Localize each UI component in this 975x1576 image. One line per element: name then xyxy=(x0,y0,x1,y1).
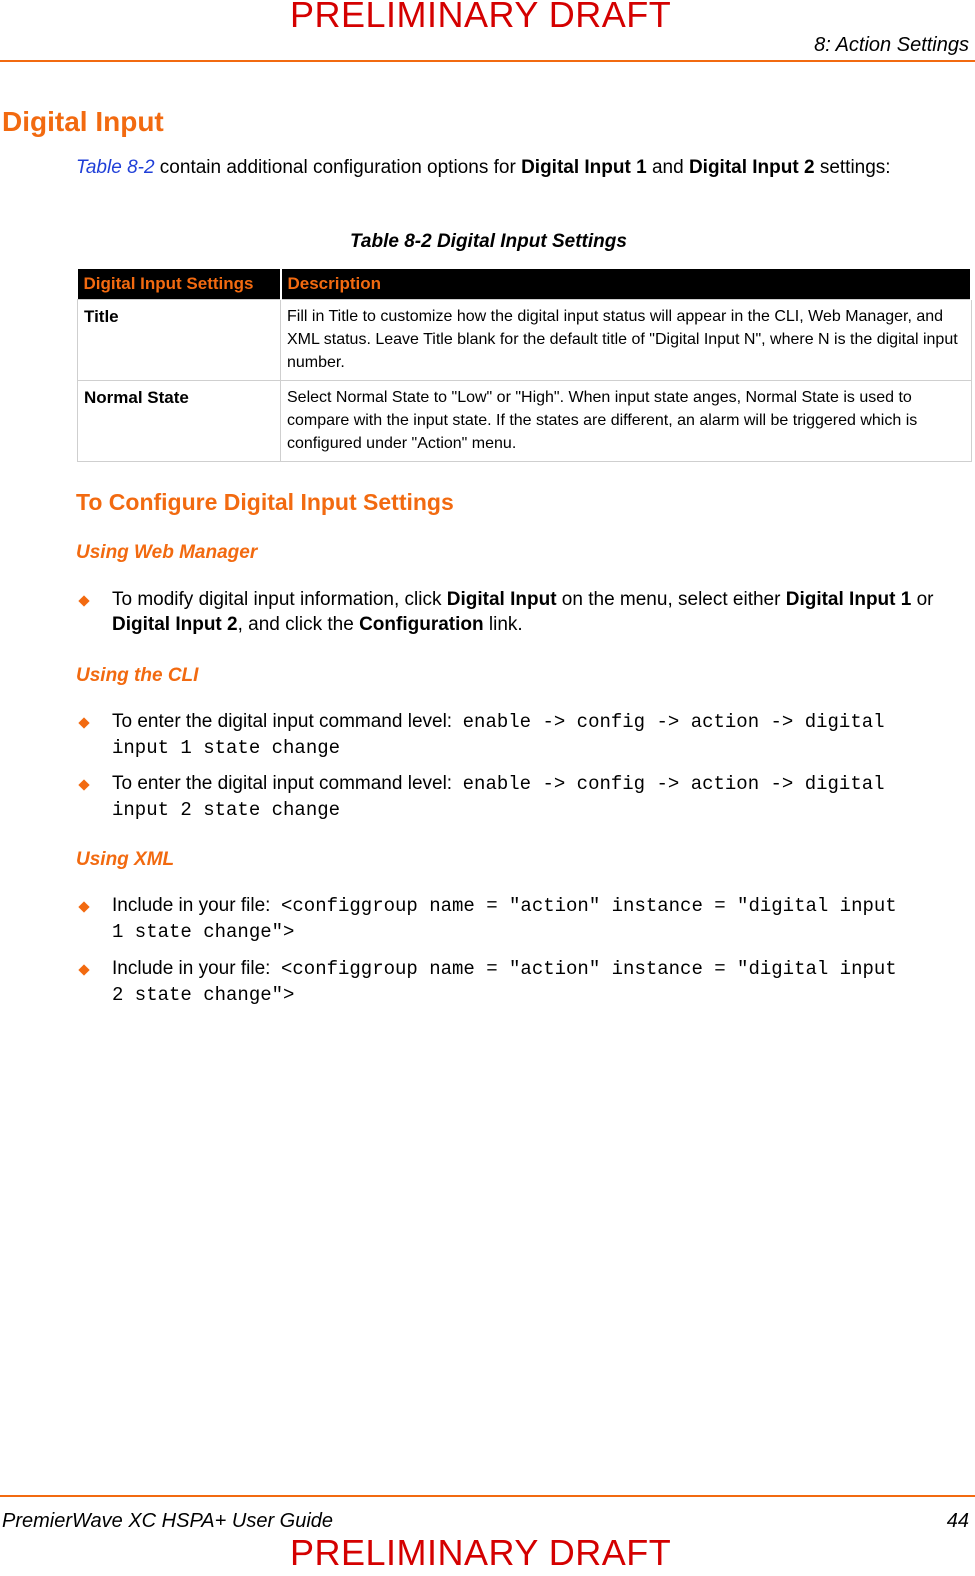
subsection-heading-cli: Using the CLI xyxy=(76,665,199,686)
page-title: Digital Input xyxy=(2,106,164,137)
setting-description: Select Normal State to "Low" or "High". When input state anges, Normal State is used to compare with the input state. If the states are different, an alarm will be triggered which is configured under "Action" menu. xyxy=(281,381,972,462)
column-header-setting: Digital Input Settings xyxy=(78,269,281,300)
bullet-icon xyxy=(78,901,89,912)
page-number: 44 xyxy=(946,1510,969,1532)
footer-rule xyxy=(0,1495,975,1497)
column-header-description: Description xyxy=(281,269,972,300)
bullet-icon xyxy=(78,964,89,975)
setting-name: Normal State xyxy=(78,381,281,462)
header-rule xyxy=(0,60,975,62)
bullet-icon xyxy=(78,779,89,790)
web-manager-instruction: To modify digital input information, click Digital Input on the menu, select either Digital Input 1 or Digital Input 2, and click the Configuration link. xyxy=(112,589,934,635)
table-row xyxy=(78,381,972,462)
bullet-icon xyxy=(78,595,89,606)
section-heading: To Configure Digital Input Settings xyxy=(76,489,454,515)
subsection-heading-web: Using Web Manager xyxy=(76,542,258,563)
xml-instruction-2: Include in your file: <configgroup name = "action" instance = "digital input 2 state change"> xyxy=(112,958,897,1006)
cli-instruction-1: To enter the digital input command level: enable -> config -> action -> digital input 1 state change xyxy=(112,711,885,759)
setting-description: Fill in Title to customize how the digital input status will appear in the CLI, Web Manager, and XML status. Leave Title blank for the default title of "Digital Input N", where N is the digital input number. xyxy=(281,300,972,381)
table-row xyxy=(78,300,972,381)
table-header-row xyxy=(78,269,972,300)
settings-table xyxy=(77,269,972,462)
table-link[interactable]: Table 8-2 xyxy=(76,157,155,178)
footer-guide-title: PremierWave XC HSPA+ User Guide xyxy=(2,1510,334,1532)
cli-instruction-2: To enter the digital input command level: enable -> config -> action -> digital input 2 state change xyxy=(112,773,885,821)
bullet-icon xyxy=(78,717,89,728)
watermark-top: PRELIMINARY DRAFT xyxy=(290,0,672,35)
intro-paragraph: Table 8-2 contain additional configuration options for Digital Input 1 and Digital Input 2 settings: xyxy=(76,157,891,178)
setting-name: Title xyxy=(78,300,281,381)
watermark-bottom: PRELIMINARY DRAFT xyxy=(290,1532,672,1573)
table-caption: Table 8-2 Digital Input Settings xyxy=(350,231,627,252)
xml-instruction-1: Include in your file: <configgroup name = "action" instance = "digital input 1 state change"> xyxy=(112,895,897,943)
subsection-heading-xml: Using XML xyxy=(76,849,175,870)
chapter-header: 8: Action Settings xyxy=(814,34,969,56)
